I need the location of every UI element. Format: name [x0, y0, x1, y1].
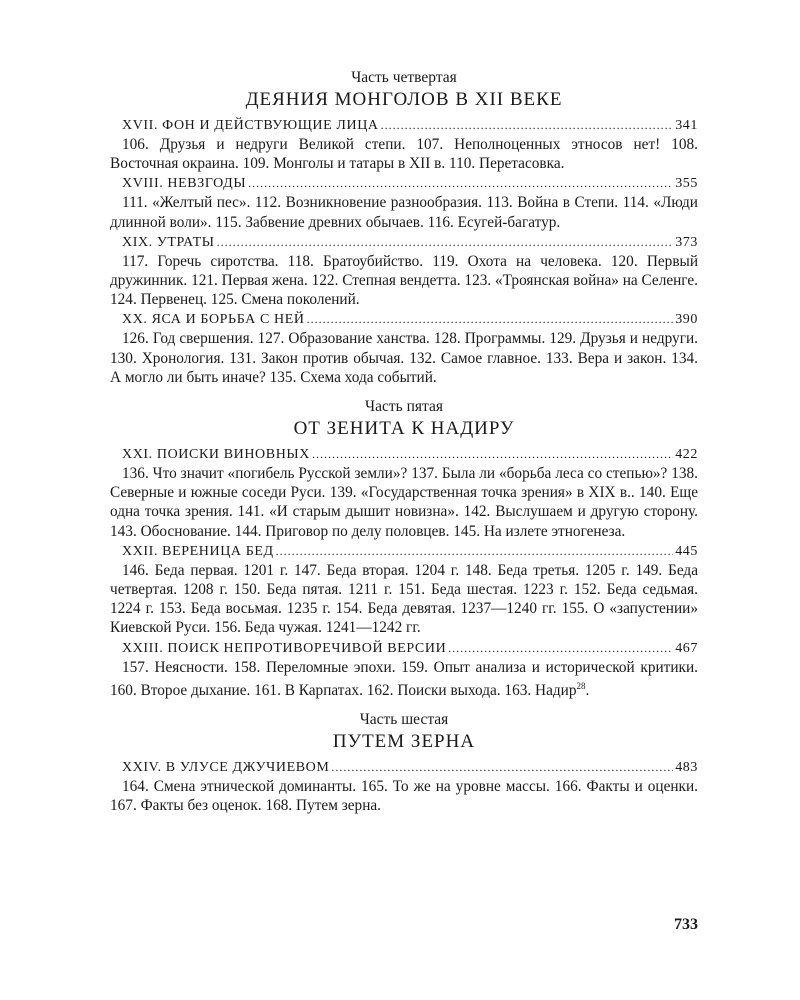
- chapter-title: XXII. ВЕРЕНИЦА БЕД: [122, 543, 274, 559]
- chapter-title: XIX. УТРАТЫ: [122, 234, 215, 250]
- chapter-sections: 111. «Желтый пес». 112. Возникновение разнообразия. 113. Война в Степи. 114. «Люди длинной воли». 115. Забвение древних обычаев. 116. Есугей-багатур.: [110, 194, 698, 231]
- dot-leader: [312, 445, 673, 464]
- dot-leader: [276, 542, 674, 561]
- chapter-sections-end: .: [585, 681, 590, 699]
- part-title: ДЕЯНИЯ МОНГОЛОВ В XII ВЕКЕ: [245, 89, 563, 110]
- part-label: Часть пятая: [365, 398, 443, 416]
- chapter-sections: [110, 658, 698, 701]
- chapter-page: 445: [675, 543, 698, 559]
- footnote-mark[interactable]: 28: [576, 680, 586, 691]
- dot-leader: [248, 174, 673, 193]
- part-label: Часть четвертая: [351, 69, 457, 86]
- part-section: [110, 68, 698, 387]
- chapter-page: 467: [675, 640, 698, 656]
- dot-leader: [307, 310, 674, 329]
- chapter-sections: 146. Беда первая. 1201 г. 147. Беда вторая. 1204 г. 148. Беда третья. 1205 г. 149. Беда четвертая. 1208 г. 150. Беда пятая. 1211 г. 151. Беда шестая. 1223 г. 152. Беда седьмая. 1224 г. 153. Беда восьмая. 1235 г. 154. Беда девятая. 1237—1240 гг. 155. О «запустении» Киевской Руси. 156. Беда чужая. 1241—1242 гг.: [110, 561, 698, 637]
- chapter-title: XXIV. В УЛУСЕ ДЖУЧИЕВОМ: [122, 760, 330, 776]
- chapter-heading[interactable]: [110, 174, 698, 193]
- table-of-contents: [110, 68, 698, 817]
- chapter-title: XXI. ПОИСКИ ВИНОВНЫХ: [122, 447, 310, 463]
- part-section: [110, 397, 698, 700]
- chapter-page: 355: [675, 176, 698, 192]
- dot-leader: [381, 116, 674, 135]
- chapter-title: XXIII. ПОИСК НЕПРОТИВОРЕЧИВОЙ ВЕРСИИ: [122, 640, 447, 656]
- part-title: ОТ ЗЕНИТА К НАДИРУ: [293, 418, 515, 440]
- chapter-title: XVII. ФОН И ДЕЙСТВУЮЩИЕ ЛИЦА: [122, 118, 379, 133]
- chapter-page: 390: [675, 312, 698, 328]
- chapter-heading[interactable]: [110, 758, 698, 777]
- chapter-sections: 126. Год свершения. 127. Образование ханства. 128. Программы. 129. Друзья и недруги. 130. Хронология. 131. Закон против обычая. 132. Самое главное. 133. Вера и закон. 134. А могло ли быть иначе? 135. Схема хода событий.: [110, 330, 698, 386]
- chapter-sections-text: 157. Неясности. 158. Переломные эпохи. 159. Опыт анализа и исторической критики. 160. Второе дыхание. 161. В Карпатах. 162. Поиски выхода. 163. Надир: [110, 658, 698, 699]
- part-separator: [110, 701, 698, 710]
- chapter-heading[interactable]: [110, 233, 698, 252]
- chapter-heading[interactable]: [110, 116, 698, 135]
- chapter-heading[interactable]: [110, 445, 698, 464]
- chapter-page: 373: [675, 234, 698, 250]
- dot-leader: [217, 233, 674, 252]
- chapter-title: XX. ЯСА И БОРЬБА С НЕЙ: [122, 312, 305, 328]
- chapter-page: 341: [675, 118, 698, 133]
- chapter-sections: 164. Смена этнической доминанты. 165. То же на уровне массы. 166. Факты и оценки. 167. Факты без оценок. 168. Путем зерна.: [110, 778, 698, 815]
- chapter-heading[interactable]: [110, 542, 698, 561]
- chapter-sections: 136. Что значит «погибель Русской земли»? 137. Была ли «борьба леса со степью»? 138. Северные и южные соседи Руси. 139. «Государственная точка зрения» в XIX в.. 140. Еще одна точка зрения. 141. «И старым дышит новизна». 142. Выслушаем и другую сторону. 143. Обоснование. 144. Приговор по делу половцев. 145. На излете этногенеза.: [110, 465, 698, 540]
- part-section: [110, 710, 698, 815]
- dot-leader: [331, 758, 673, 777]
- chapter-sections: 106. Друзья и недруги Великой степи. 107. Неполноценных этносов нет! 108. Восточная окраина. 109. Монголы и татары в XII в. 110. Перетасовка.: [110, 136, 698, 173]
- dot-leader: [448, 639, 673, 658]
- chapter-heading[interactable]: [110, 639, 698, 658]
- chapter-heading[interactable]: [110, 310, 698, 329]
- part-separator: [110, 388, 698, 397]
- part-title: ПУТЕМ ЗЕРНА: [332, 731, 476, 753]
- chapter-page: 483: [675, 760, 698, 776]
- chapter-sections: 117. Горечь сиротства. 118. Братоубийство. 119. Охота на человека. 120. Первый дружинник. 121. Первая жена. 122. Степная вендетта. 123. «Троянская война» на Селенге. 124. Первенец. 125. Смена поколений.: [110, 252, 698, 309]
- chapter-page: 422: [675, 447, 698, 463]
- page-number: 733: [674, 916, 698, 933]
- part-label: Часть шестая: [359, 711, 449, 729]
- chapter-title: XVIII. НЕВЗГОДЫ: [122, 176, 247, 192]
